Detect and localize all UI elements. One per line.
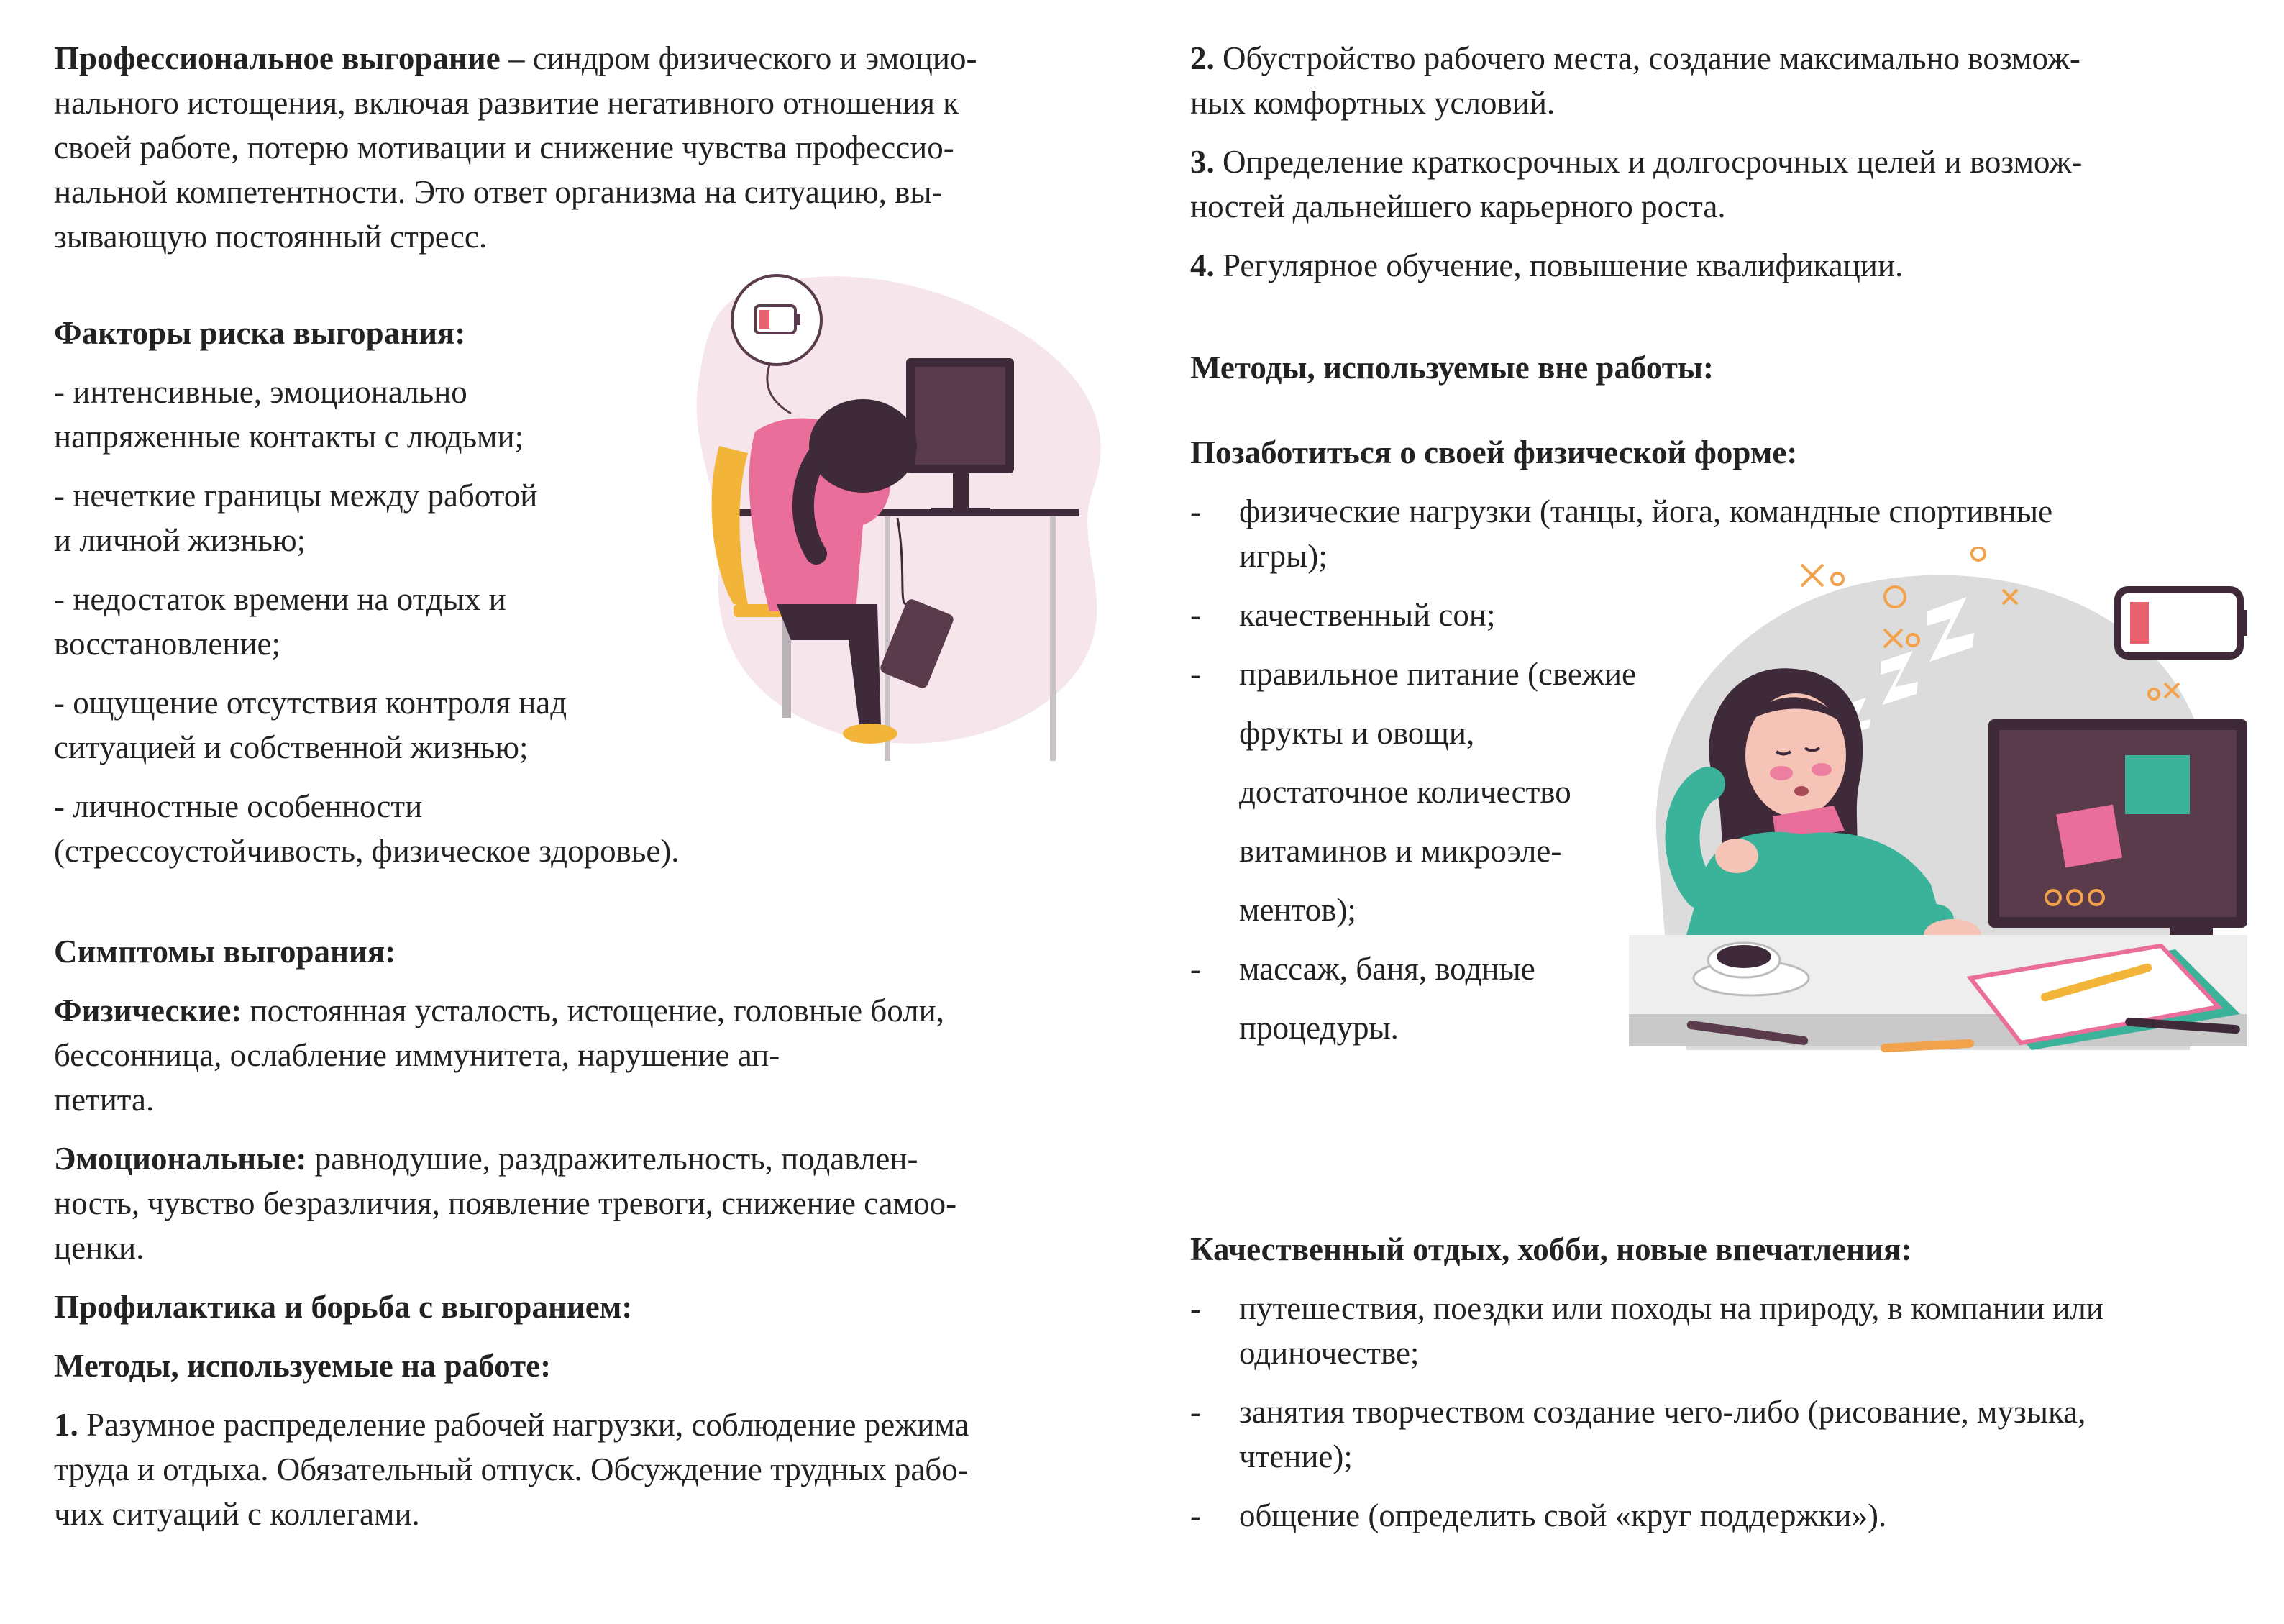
risk-heading: Факторы риска выгорания:	[54, 315, 466, 351]
physical-form-heading: Позаботиться о своей физической форме:	[1190, 434, 1798, 470]
risk-item-2-line-1: - нечеткие границы между работой	[54, 478, 538, 514]
rest-item-1-line-2: одиночестве;	[1239, 1335, 1420, 1371]
definition-line: нального истощения, включая развитие негативного отношения к	[54, 85, 959, 121]
rest-item-2-line-2: чтение);	[1239, 1438, 1353, 1474]
risk-item-4-line-2: ситуацией и собственной жизнью;	[54, 729, 529, 765]
physical-item-3-line-4: витаминов и микроэле-	[1239, 833, 1562, 869]
list-dash: -	[1190, 656, 1201, 692]
list-dash: -	[1190, 1394, 1201, 1430]
low-battery-icon	[2118, 590, 2247, 656]
work-item-4-line-1: 4. Регулярное обучение, повышение квалификации.	[1190, 247, 1904, 283]
physical-item-3-line-2: фрукты и овощи,	[1239, 715, 1475, 751]
work-item-3-line-1: 3. Определение краткосрочных и долгосрочных целей и возмож-	[1190, 144, 2083, 180]
emotional-symptoms-line: ценки.	[54, 1230, 145, 1266]
rest-item-1-line-1: путешествия, поездки или походы на природу, в компании или	[1239, 1290, 2103, 1326]
work-item-1-line: труда и отдыха. Обязательный отпуск. Обсуждение трудных рабо-	[54, 1451, 969, 1487]
definition-term: Профессиональное выгорание	[54, 40, 501, 76]
risk-item-5-line-1: - личностные особенности	[54, 788, 423, 824]
work-item-3-line: ностей дальнейшего карьерного роста.	[1190, 188, 1726, 224]
physical-symptoms-line-1: Физические: постоянная усталость, истощение, головные боли,	[54, 993, 944, 1028]
symptoms-heading: Симптомы выгорания:	[54, 934, 396, 970]
burnout-desk-illustration	[690, 266, 1122, 762]
work-item-2-line: ных комфортных условий.	[1190, 85, 1556, 121]
work-item-1-line-1: 1. Разумное распределение рабочей нагрузки, соблюдение режима	[54, 1407, 969, 1443]
risk-item-1-line-2: напряженные контакты с людьми;	[54, 419, 524, 455]
risk-item-3-line-2: восстановление;	[54, 626, 280, 662]
list-dash: -	[1190, 1290, 1201, 1326]
emotional-symptoms-line: ность, чувство безразличия, появление тревоги, снижение самоо-	[54, 1185, 957, 1221]
work-methods-heading: Методы, используемые на работе:	[54, 1348, 552, 1384]
list-dash: -	[1190, 597, 1201, 633]
work-item-3-number: 3.	[1190, 144, 1215, 180]
risk-item-4-line-1: - ощущение отсутствия контроля над	[54, 685, 567, 721]
physical-item-1-line-2: игры);	[1239, 538, 1328, 574]
thought-bubble	[732, 275, 821, 365]
desk-leg-right	[1050, 516, 1056, 761]
emotional-symptoms-line-1: Эмоциональные: равнодушие, раздражительность, подавлен-	[54, 1141, 918, 1177]
risk-item-2-line-2: и личной жизнью;	[54, 522, 306, 558]
list-dash: -	[1190, 493, 1201, 529]
risk-item-1-line-1: - интенсивные, эмоционально	[54, 374, 467, 410]
physical-item-4-line-1: массаж, баня, водные	[1239, 951, 1535, 987]
work-item-2-number: 2.	[1190, 40, 1215, 76]
definition-line: своей работе, потерю мотивации и снижение чувства профессио-	[54, 129, 954, 165]
rest-item-2-line-1: занятия творчеством создание чего-либо (рисование, музыка,	[1239, 1394, 2086, 1430]
work-item-1-line: чих ситуаций с коллегами.	[54, 1496, 420, 1532]
list-dash: -	[1190, 1497, 1201, 1533]
definition-line: зывающую постоянный стресс.	[54, 219, 488, 255]
rest-item-3-line-1: общение (определить свой «круг поддержки»).	[1239, 1497, 1887, 1533]
definition-line: нальной компетентности. Это ответ организма на ситуацию, вы-	[54, 174, 943, 210]
risk-item-3-line-1: - недостаток времени на отдых и	[54, 581, 506, 617]
physical-symptoms-line: петита.	[54, 1082, 155, 1118]
work-item-2-line-1: 2. Обустройство рабочего места, создание максимально возмож-	[1190, 40, 2080, 76]
physical-item-3-line-3: достаточное количество	[1239, 774, 1571, 810]
risk-item-5-line-2: (стрессоустойчивость, физическое здоровье).	[54, 833, 680, 869]
work-item-1-number: 1.	[54, 1407, 78, 1443]
physical-item-3-line-1: правильное питание (свежие	[1239, 656, 1637, 692]
prevention-heading: Профилактика и борьба с выгоранием:	[54, 1289, 633, 1325]
emotional-symptoms-label: Эмоциональные:	[54, 1141, 307, 1177]
list-dash: -	[1190, 951, 1201, 987]
physical-item-2-line-1: качественный сон;	[1239, 597, 1496, 633]
physical-item-3-line-5: ментов);	[1239, 892, 1356, 928]
physical-item-1-line-1: физические нагрузки (танцы, йога, командные спортивные	[1239, 493, 2053, 529]
outside-methods-heading: Методы, используемые вне работы:	[1190, 350, 1714, 386]
desk-leg-left	[885, 516, 890, 761]
physical-symptoms-label: Физические:	[54, 993, 242, 1028]
work-item-4-number: 4.	[1190, 247, 1215, 283]
rest-heading: Качественный отдых, хобби, новые впечатления:	[1190, 1231, 1912, 1267]
definition-line-1: Профессиональное выгорание – синдром физического и эмоцио-	[54, 40, 977, 76]
physical-item-4-line-2: процедуры.	[1239, 1010, 1399, 1046]
physical-symptoms-line: бессонница, ослабление иммунитета, нарушение ап-	[54, 1037, 780, 1073]
sleepy-woman-illustration	[1629, 547, 2247, 1151]
